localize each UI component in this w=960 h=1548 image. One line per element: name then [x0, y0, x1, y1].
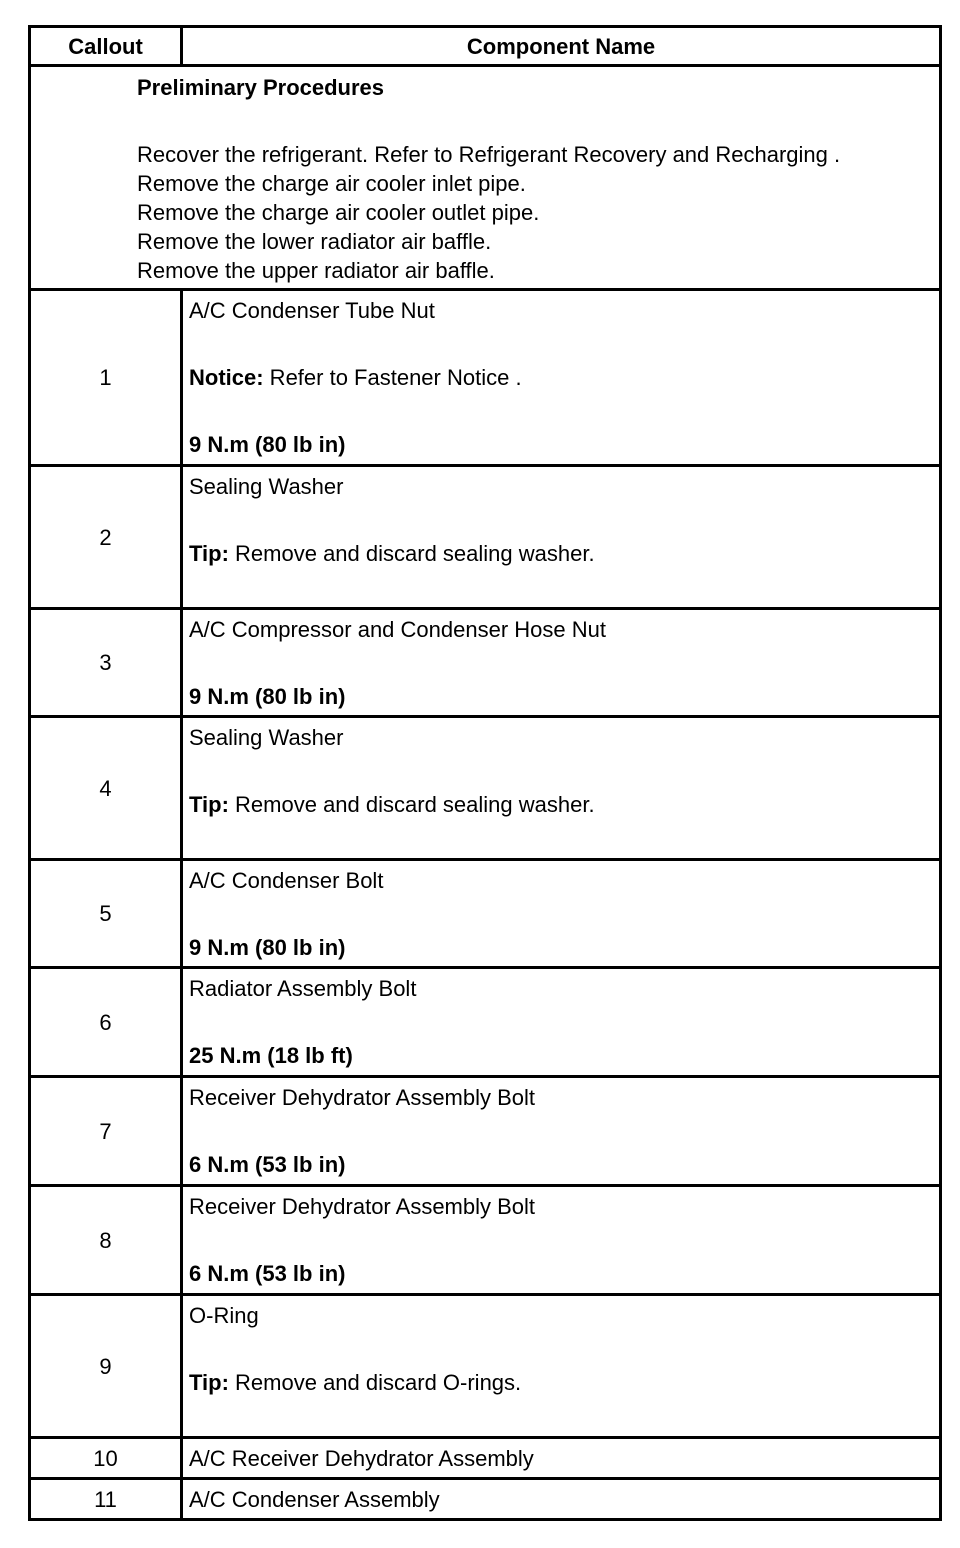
- component-cell: [182, 860, 941, 968]
- note-text: Remove and discard sealing washer.: [228, 792, 595, 817]
- torque-spec: 6 N.m (53 lb in): [189, 1261, 346, 1286]
- table-row: [30, 717, 941, 860]
- component-cell: [182, 1186, 941, 1295]
- component-cell: [182, 466, 941, 609]
- callout-number: 11: [30, 1479, 182, 1520]
- component-name: Receiver Dehydrator Assembly Bolt: [189, 1085, 536, 1110]
- note-label: Tip:: [189, 1370, 229, 1395]
- component-cell: [182, 717, 941, 860]
- preliminary-step: Remove the upper radiator air baffle.: [137, 258, 495, 283]
- table-row: [30, 1438, 941, 1479]
- component-name: Radiator Assembly Bolt: [189, 976, 417, 1001]
- callout-number: 1: [30, 290, 182, 466]
- component-name: A/C Condenser Bolt: [189, 868, 384, 893]
- component-note: [189, 363, 939, 392]
- callout-number: 5: [30, 860, 182, 968]
- callout-number: 8: [30, 1186, 182, 1295]
- component-name: A/C Condenser Assembly: [189, 1486, 440, 1512]
- callout-table: [28, 25, 942, 1521]
- component-name: A/C Condenser Tube Nut: [189, 298, 435, 323]
- callout-number: 7: [30, 1077, 182, 1186]
- component-note: [189, 1368, 939, 1397]
- component-note: [189, 539, 939, 568]
- callout-number: 10: [30, 1438, 182, 1479]
- table-row: [30, 1295, 941, 1438]
- component-name: A/C Receiver Dehydrator Assembly: [189, 1445, 534, 1471]
- component-name: Receiver Dehydrator Assembly Bolt: [189, 1194, 536, 1219]
- preliminary-step: Remove the charge air cooler outlet pipe.: [137, 200, 540, 225]
- component-cell: [182, 609, 941, 717]
- component-cell: [182, 968, 941, 1077]
- header-callout: Callout: [30, 27, 182, 66]
- note-label: Notice:: [189, 365, 264, 390]
- header-component-name: Component Name: [182, 27, 941, 66]
- preliminary-step: Recover the refrigerant. Refer to Refrigerant Recovery and Recharging .: [137, 142, 841, 167]
- note-text: Refer to Fastener Notice .: [263, 365, 522, 390]
- component-name: O-Ring: [189, 1303, 259, 1328]
- table-row: [30, 290, 941, 466]
- table-row: [30, 1186, 941, 1295]
- preliminary-step: Remove the lower radiator air baffle.: [137, 229, 492, 254]
- torque-spec: 25 N.m (18 lb ft): [189, 1043, 353, 1068]
- component-cell: [182, 1295, 941, 1438]
- table-row: [30, 466, 941, 609]
- component-cell: [182, 1077, 941, 1186]
- torque-spec: 6 N.m (53 lb in): [189, 1152, 346, 1177]
- note-text: Remove and discard sealing washer.: [228, 541, 595, 566]
- component-name: Sealing Washer: [189, 474, 344, 499]
- note-label: Tip:: [189, 792, 229, 817]
- component-cell: [182, 1438, 941, 1479]
- callout-number: 3: [30, 609, 182, 717]
- note-text: Remove and discard O-rings.: [228, 1370, 522, 1395]
- preliminary-cell: [30, 66, 941, 290]
- component-cell: [182, 290, 941, 466]
- table-row: [30, 609, 941, 717]
- header-row: [30, 27, 941, 66]
- callout-number: 6: [30, 968, 182, 1077]
- preliminary-row: [30, 66, 941, 290]
- torque-spec: 9 N.m (80 lb in): [189, 432, 346, 457]
- component-name: Sealing Washer: [189, 725, 344, 750]
- torque-spec: 9 N.m (80 lb in): [189, 684, 346, 709]
- callout-number: 4: [30, 717, 182, 860]
- torque-spec: 9 N.m (80 lb in): [189, 935, 346, 960]
- table-row: [30, 860, 941, 968]
- component-cell: [182, 1479, 941, 1520]
- table-row: [30, 968, 941, 1077]
- preliminary-title: Preliminary Procedures: [137, 75, 385, 100]
- callout-number: 9: [30, 1295, 182, 1438]
- component-note: [189, 790, 939, 819]
- callout-number: 2: [30, 466, 182, 609]
- preliminary-step: Remove the charge air cooler inlet pipe.: [137, 171, 526, 196]
- note-label: Tip:: [189, 541, 229, 566]
- table-row: [30, 1077, 941, 1186]
- table-row: [30, 1479, 941, 1520]
- component-name: A/C Compressor and Condenser Hose Nut: [189, 617, 606, 642]
